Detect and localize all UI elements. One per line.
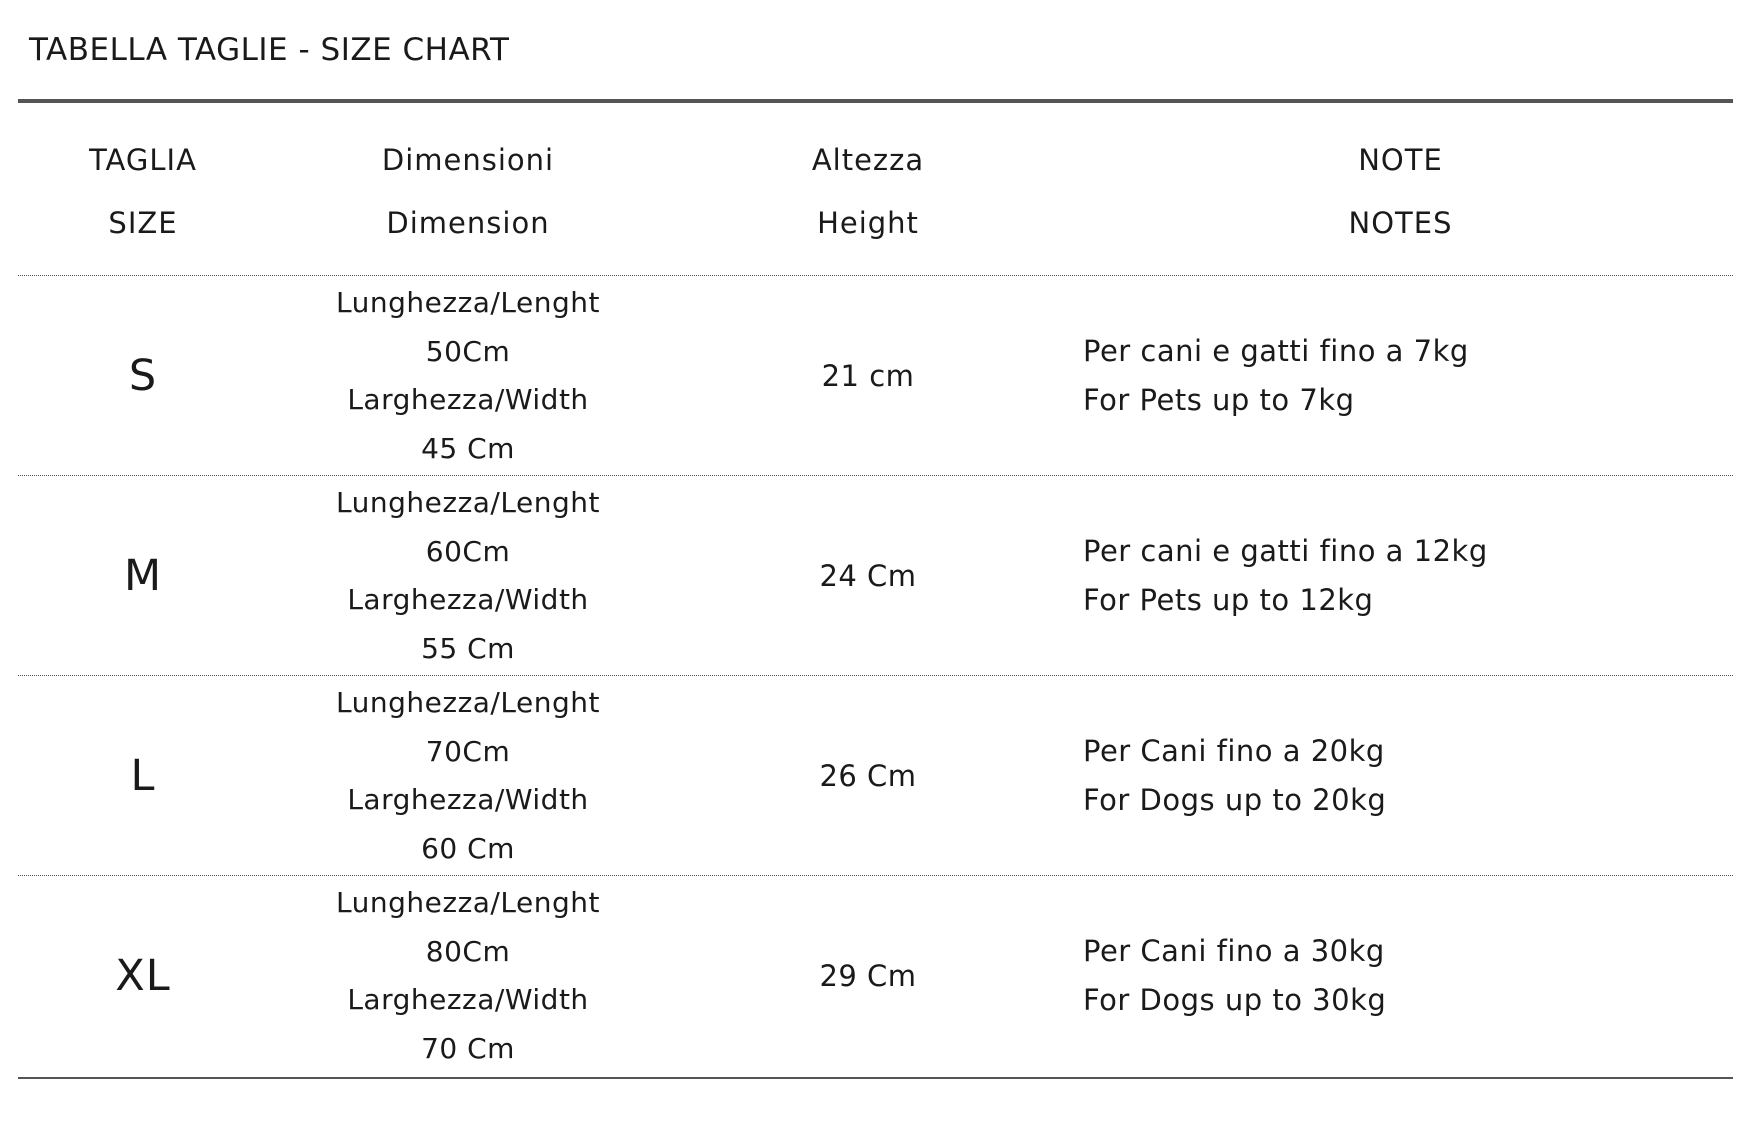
height-value: 21 cm <box>821 359 915 393</box>
note-en: For Dogs up to 20kg <box>1083 783 1387 817</box>
table-row-height <box>668 276 1068 476</box>
table-row-size <box>18 676 268 876</box>
table-row-height <box>668 876 1068 1076</box>
header-notes-en: NOTES <box>1348 206 1453 240</box>
table-row-notes <box>1068 276 1733 476</box>
header-height-en: Height <box>817 206 919 240</box>
note-en: For Pets up to 7kg <box>1083 383 1355 417</box>
table-row-dimension <box>268 676 668 876</box>
table-row-size <box>18 276 268 476</box>
size-label: S <box>128 351 158 401</box>
table-row-dimension <box>268 276 668 476</box>
header-height <box>668 129 1068 255</box>
dimension-width-label: Larghezza/Width <box>347 383 589 416</box>
table-row-notes <box>1068 876 1733 1076</box>
note-it: Per cani e gatti fino a 7kg <box>1083 334 1469 368</box>
page-title: TABELLA TAGLIE - SIZE CHART <box>29 32 510 68</box>
dimension-width-value: 70 Cm <box>421 1031 515 1065</box>
header-dimension-en: Dimension <box>386 206 550 240</box>
header-notes <box>1068 129 1733 255</box>
table-row-height <box>668 476 1068 676</box>
table-bottom-border <box>18 1077 1733 1079</box>
dimension-length-label: Lunghezza/Lenght <box>336 686 600 719</box>
note-en: For Dogs up to 30kg <box>1083 983 1387 1017</box>
dimension-length-value: 60Cm <box>425 534 511 568</box>
table-row-dimension <box>268 476 668 676</box>
note-it: Per cani e gatti fino a 12kg <box>1083 534 1488 568</box>
header-size-en: SIZE <box>108 206 178 240</box>
header-notes-it: NOTE <box>1358 143 1443 177</box>
height-value: 29 Cm <box>819 959 917 993</box>
dimension-width-label: Larghezza/Width <box>347 783 589 816</box>
dimension-length-label: Lunghezza/Lenght <box>336 886 600 919</box>
header-size <box>18 129 268 255</box>
header-dimension-it: Dimensioni <box>381 143 555 177</box>
dimension-width-label: Larghezza/Width <box>347 983 589 1016</box>
dimension-length-label: Lunghezza/Lenght <box>336 286 600 319</box>
dimension-length-value: 80Cm <box>425 934 511 968</box>
height-value: 24 Cm <box>819 559 917 593</box>
table-row-dimension <box>268 876 668 1076</box>
size-label: XL <box>115 951 171 1001</box>
header-height-it: Altezza <box>811 143 925 177</box>
table-row-notes <box>1068 676 1733 876</box>
note-it: Per Cani fino a 20kg <box>1083 734 1385 768</box>
header-size-it: TAGLIA <box>89 143 197 177</box>
table-row-notes <box>1068 476 1733 676</box>
height-value: 26 Cm <box>819 759 917 793</box>
dimension-width-value: 60 Cm <box>421 831 515 865</box>
note-en: For Pets up to 12kg <box>1083 583 1374 617</box>
dimension-width-value: 55 Cm <box>421 631 515 665</box>
dimension-width-value: 45 Cm <box>421 431 515 465</box>
size-label: L <box>130 751 156 801</box>
table-row-size <box>18 876 268 1076</box>
dimension-width-label: Larghezza/Width <box>347 583 589 616</box>
table-row-size <box>18 476 268 676</box>
table-row-height <box>668 676 1068 876</box>
size-label: M <box>123 551 163 601</box>
header-divider <box>18 99 1733 103</box>
header-dimension <box>268 129 668 255</box>
note-it: Per Cani fino a 30kg <box>1083 934 1385 968</box>
dimension-length-value: 50Cm <box>425 334 511 368</box>
dimension-length-value: 70Cm <box>425 734 511 768</box>
dimension-length-label: Lunghezza/Lenght <box>336 486 600 519</box>
